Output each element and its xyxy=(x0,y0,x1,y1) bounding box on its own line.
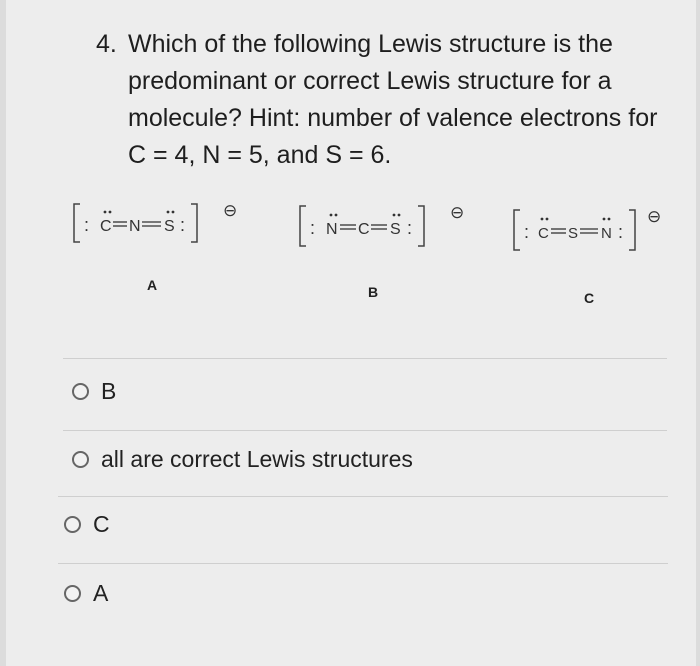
structure-caption-b: B xyxy=(368,284,379,300)
atom-n: N xyxy=(326,221,338,238)
negative-charge-icon: ⊖ xyxy=(450,203,465,222)
option-all-correct[interactable] xyxy=(72,446,413,473)
svg-text::: : xyxy=(310,218,316,238)
divider xyxy=(58,563,668,564)
structure-caption-a: A xyxy=(147,277,158,293)
divider xyxy=(63,430,667,431)
lewis-structure-a xyxy=(66,196,276,266)
atom-c: C xyxy=(358,221,370,238)
divider xyxy=(63,358,667,359)
option-c[interactable] xyxy=(64,511,110,538)
option-label: B xyxy=(101,378,117,404)
negative-charge-icon: ⊖ xyxy=(647,207,662,226)
lewis-structure-b xyxy=(292,196,502,266)
lewis-structure-b-drawing xyxy=(292,196,502,266)
option-b[interactable] xyxy=(72,378,116,405)
lewis-structure-c xyxy=(506,196,700,266)
question-text-line-3: molecule? Hint: number of valence electrons for xyxy=(128,104,658,132)
atom-s: S xyxy=(390,221,401,238)
question-card xyxy=(6,0,696,666)
option-a[interactable] xyxy=(64,580,108,607)
question-number: 4. xyxy=(96,30,117,58)
option-label: C xyxy=(93,511,110,537)
radio-button[interactable] xyxy=(64,516,81,533)
question-text-line-1: Which of the following Lewis structure is the xyxy=(128,30,613,58)
svg-text::: : xyxy=(618,222,624,242)
svg-text::: : xyxy=(524,222,530,242)
svg-text::: : xyxy=(180,215,186,235)
radio-button[interactable] xyxy=(72,451,89,468)
svg-text::: : xyxy=(84,215,90,235)
atom-c: C xyxy=(538,225,549,242)
atom-n: N xyxy=(601,225,612,242)
question-text-line-4: C = 4, N = 5, and S = 6. xyxy=(128,141,392,169)
atom-c: C xyxy=(100,218,112,235)
atom-s: S xyxy=(568,225,579,242)
radio-button[interactable] xyxy=(72,383,89,400)
atom-s: S xyxy=(164,218,175,235)
divider xyxy=(58,496,668,497)
lewis-structure-c-drawing xyxy=(506,196,696,266)
question-text-line-2: predominant or correct Lewis structure for a xyxy=(128,67,612,95)
lewis-structure-a-drawing xyxy=(66,196,276,266)
svg-text::: : xyxy=(407,218,413,238)
radio-button[interactable] xyxy=(64,585,81,602)
negative-charge-icon: ⊖ xyxy=(223,201,238,220)
option-label: A xyxy=(93,580,109,606)
atom-n: N xyxy=(129,218,141,235)
structure-caption-c: C xyxy=(584,290,595,306)
option-label: all are correct Lewis structures xyxy=(101,446,413,472)
